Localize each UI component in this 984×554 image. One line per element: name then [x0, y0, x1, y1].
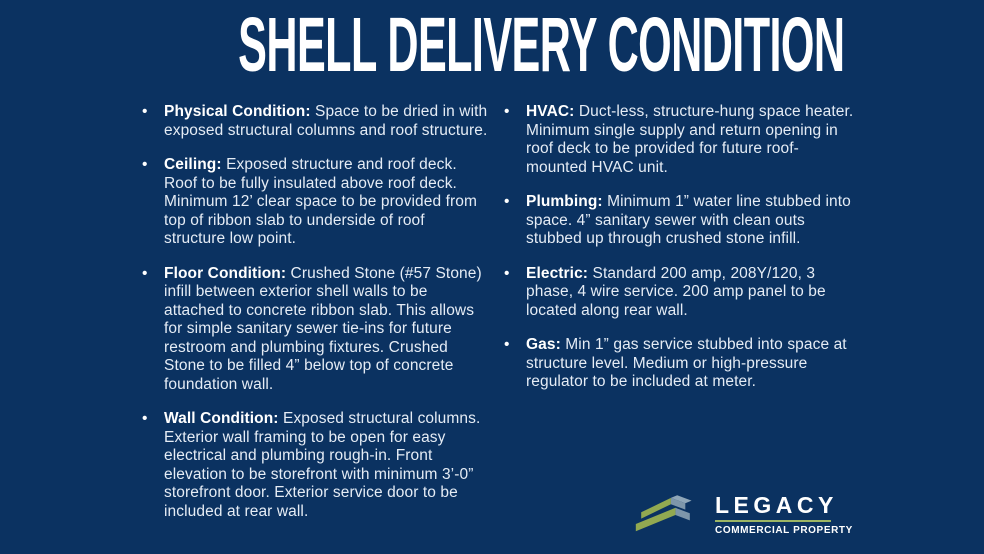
bullet-item-floor-condition	[142, 265, 490, 395]
bullet-item-plumbing	[504, 193, 856, 249]
item-label: Physical Condition:	[164, 103, 311, 120]
bullet-marker: •	[504, 103, 510, 120]
item-label: Floor Condition:	[164, 264, 287, 282]
bullet-item-electric	[504, 265, 856, 321]
item-label: Gas:	[526, 336, 561, 353]
item-text	[164, 156, 490, 249]
bullet-marker: •	[142, 264, 148, 282]
bullet-marker: •	[142, 410, 148, 427]
item-label: Wall Condition:	[164, 410, 279, 427]
legacy-logo	[634, 489, 853, 541]
bullet-item-wall-condition	[142, 410, 490, 521]
bullet-marker: •	[142, 156, 148, 173]
item-label: Plumbing:	[526, 193, 603, 210]
bullet-marker: •	[504, 264, 510, 282]
item-body: Crushed Stone (#57 Stone) infill between exterior shell walls to be attached to concrete ribbon slab. This allows for simple sanitary sewer tie-ins for future restroom and plumbing fixtures. Crushed Stone to be filled 4” below top of concrete foundation wall.	[164, 264, 482, 393]
item-body: Standard 200 amp, 208Y/120, 3 phase, 4 wire service. 200 amp panel to be located along rear wall.	[526, 264, 826, 319]
item-text	[526, 265, 856, 321]
item-label: HVAC:	[526, 103, 575, 120]
right-column	[504, 103, 856, 408]
page-title-text: SHELL DELIVERY CONDITION	[238, 2, 845, 88]
item-text	[526, 103, 856, 177]
bullet-marker: •	[504, 193, 510, 210]
item-body: Min 1” gas service stubbed into space at structure level. Medium or high-pressure regulator to be included at meter.	[526, 336, 847, 390]
item-text	[164, 410, 490, 521]
logo-divider	[715, 520, 831, 522]
logo-name: LEGACY	[715, 492, 838, 518]
bullet-marker: •	[504, 336, 510, 353]
logo-tagline: COMMERCIAL PROPERTY	[715, 525, 853, 536]
building-icon	[634, 489, 706, 541]
item-body: Exposed structure and roof deck. Roof to be fully insulated above roof deck. Minimum 12’ clear space to be provided from top of ribbon slab to underside of roof structure low point.	[164, 156, 477, 247]
item-label: Electric:	[526, 264, 589, 282]
bullet-item-physical-condition	[142, 103, 490, 140]
item-body: Minimum 1” water line stubbed into space. 4” sanitary sewer with clean outs stubbed up through crushed stone infill.	[526, 193, 851, 247]
bullet-item-hvac	[504, 103, 856, 177]
item-text	[164, 265, 490, 395]
bullet-marker: •	[142, 103, 148, 120]
item-body: Duct-less, structure-hung space heater. Minimum single supply and return opening in roof deck to be provided for future roof-mounted HVAC unit.	[526, 103, 854, 176]
building-icon-bottom-end	[675, 508, 689, 521]
logo-text-block	[715, 492, 853, 536]
item-body: Exposed structural columns. Exterior wall framing to be open for easy electrical and plumbing rough-in. Front elevation to be storefront with minimum 3’-0” storefront door. Exterior service door to be included at rear wall.	[164, 410, 481, 520]
item-label: Ceiling:	[164, 156, 222, 173]
item-text	[526, 193, 856, 249]
item-text	[164, 103, 490, 140]
left-column	[142, 103, 490, 537]
bullet-item-ceiling	[142, 156, 490, 249]
item-body: Space to be dried in with exposed structural columns and roof structure.	[164, 103, 488, 139]
bullet-item-gas	[504, 336, 856, 392]
item-text	[526, 336, 856, 392]
page-title	[0, 2, 984, 88]
